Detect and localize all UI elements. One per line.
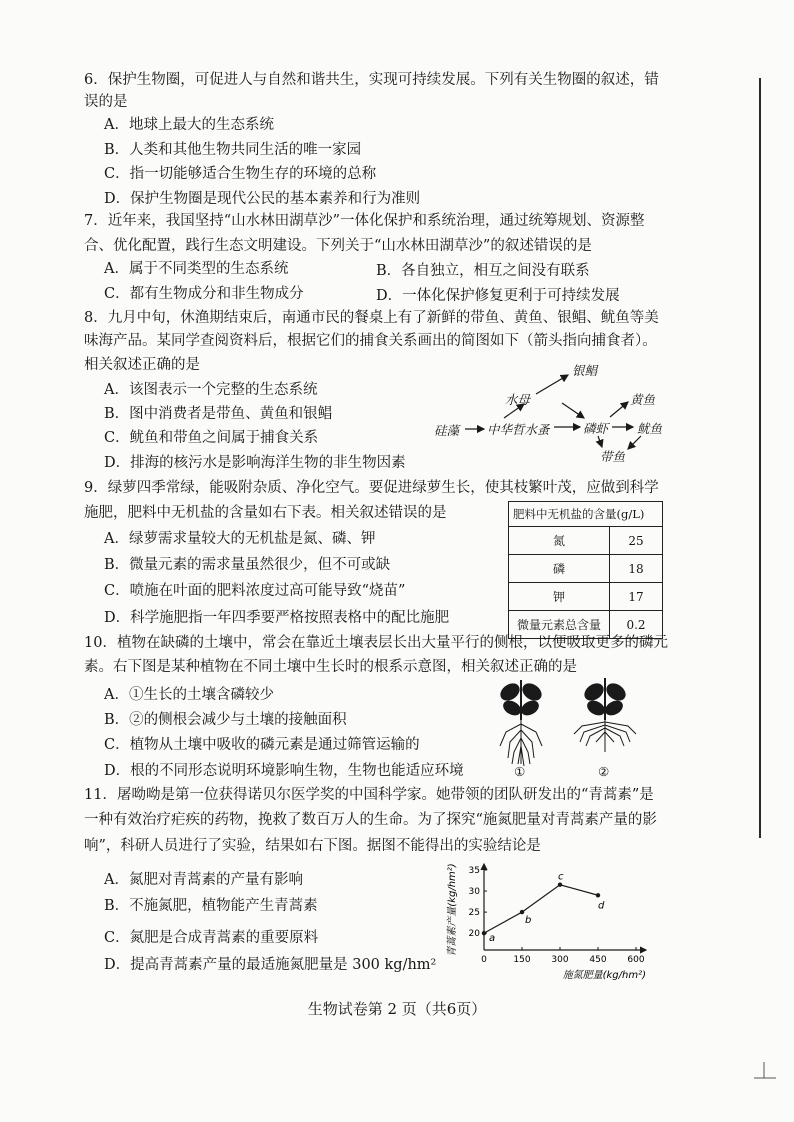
series-line (484, 885, 598, 933)
arrow-shrimp-hairtail (598, 436, 602, 447)
corner-mark (750, 1058, 780, 1088)
food-web-hairtail: 带鱼 (600, 449, 626, 464)
data-point (596, 893, 600, 897)
q7-option-d: D．一体化保护修复更利于可持续发展 (376, 288, 620, 304)
table-cell-value: 18 (610, 555, 663, 583)
q10-stem-cont: 素。右下图是某种植物在不同土壤中生长时的根系示意图，相关叙述正确的是 (84, 659, 577, 675)
plant-2-illustration (574, 678, 636, 752)
q6-option-c: C．指一切能够适合生物生存的环境的总称 (104, 166, 377, 182)
table-row (509, 555, 663, 583)
q7-option-c: C．都有生物成分和非生物成分 (104, 286, 304, 302)
x-axis-label: 施氮肥量(kg/hm²) (562, 970, 646, 981)
q7-option-b: B．各自独立，相互之间没有联系 (376, 263, 590, 279)
q11-option-d: D．提高青蒿素产量的最适施氮肥量是 300 kg/hm² (104, 957, 437, 973)
q6-stem: 6．保护生物圈，可促进人与自然和谐共生，实现可持续发展。下列有关生物圈的叙述，错 (84, 72, 659, 88)
table-cell-name: 磷 (509, 555, 610, 583)
data-point (482, 931, 486, 935)
table-header-row (509, 502, 663, 527)
q6-stem-cont: 误的是 (84, 94, 128, 110)
q9-option-b: B．微量元素的需求量虽然很少，但不可或缺 (104, 557, 391, 573)
food-web-squid: 鱿鱼 (637, 421, 663, 436)
food-web-jellyfish: 水母 (505, 392, 531, 407)
data-point (558, 883, 562, 887)
x-tick-label: 300 (551, 955, 569, 965)
table-row (509, 583, 663, 611)
q8-option-a: A．该图表示一个完整的生态系统 (104, 382, 318, 398)
food-web-diatom: 硅藻 (434, 423, 460, 438)
food-web-pomfret: 银鲳 (572, 363, 598, 378)
q8-option-d: D．排海的核污水是影响海洋生物的非生物因素 (104, 455, 406, 471)
y-tick-label: 20 (468, 929, 480, 940)
q8-option-c: C．鱿鱼和带鱼之间属于捕食关系 (104, 430, 319, 446)
arrow-jellyfish-shrimp (562, 403, 584, 418)
data-point-label: d (598, 900, 605, 912)
q7-stem-cont: 合、优化配置，践行生态文明建设。下列关于“山水林田湖草沙”的叙述错误的是 (84, 238, 592, 254)
table-cell-value: 17 (610, 583, 663, 611)
q9-option-a: A．绿萝需求量较大的无机盐是氮、磷、钾 (104, 531, 376, 547)
page-footer: 生物试卷第 2 页（共6页） (307, 1000, 487, 1018)
q8-stem-cont: 味海产品。某同学查阅资料后，根据它们的捕食关系画出的简图如下（箭头指向捕食者）。 (84, 333, 657, 349)
q10-option-a: A．①生长的土壤含磷较少 (104, 687, 274, 703)
q8-stem: 8．九月中旬，休渔期结束后，南通市民的餐桌上有了新鲜的带鱼、黄鱼、银鲳、鱿鱼等美 (84, 310, 659, 326)
x-tick-label: 0 (481, 955, 487, 965)
arrow-jellyfish-pomfret (536, 375, 568, 394)
q10-stem: 10．植物在缺磷的土壤中，常会在靠近土壤表层长出大量平行的侧根，以便吸取更多的磷元 (84, 635, 668, 651)
q7-option-a: A．属于不同类型的生态系统 (104, 261, 289, 277)
q11-option-b: B．不施氮肥，植物能产生青蒿素 (104, 898, 318, 914)
plant-1-illustration (498, 680, 544, 766)
food-web-yellowfish: 黄鱼 (630, 392, 656, 407)
x-tick-label: 150 (513, 955, 531, 965)
q8-stem-cont2: 相关叙述正确的是 (84, 357, 200, 373)
figure-2-label: ② (598, 764, 610, 779)
table-cell-name: 钾 (509, 583, 610, 611)
q8-option-b: B．图中消费者是带鱼、黄鱼和银鲳 (104, 406, 333, 422)
q11-stem: 11．屠呦呦是第一位获得诺贝尔医学奖的中国科学家。她带领的团队研发出的“青蒿素”是 (84, 787, 654, 803)
q11-option-a: A．氮肥对青蒿素的产量有影响 (104, 872, 303, 888)
q9-option-c: C．喷施在叶面的肥料浓度过高可能导致“烧苗” (104, 583, 406, 599)
x-tick-label: 450 (589, 955, 607, 965)
y-tick-label: 25 (468, 908, 480, 919)
q10-option-d: D．根的不同形态说明环境影响生物，生物也能适应环境 (104, 763, 464, 779)
food-web-copepod: 中华哲水蚤 (487, 422, 550, 437)
data-point-label: b (525, 915, 532, 927)
y-axis-label: 青蒿素产量(kg/hm²) (447, 863, 458, 957)
arrow-squid-hairtail (628, 436, 641, 449)
q9-stem-cont: 施肥，肥料中无机盐的含量如右下表。相关叙述错误的是 (84, 505, 447, 521)
q10-option-b: B．②的侧根会减少与土壤的接触面积 (104, 712, 347, 728)
table-cell-name: 氮 (509, 527, 610, 555)
q9-option-d: D．科学施肥指一年四季要严格按照表格中的配比施肥 (104, 610, 450, 626)
q11-stem-cont: 一种有效治疗疟疾的药物，挽救了数百万人的生命。为了探究“施氮肥量对青蒿素产量的影 (84, 812, 657, 828)
table-cell-name: 微量元素总含量 (509, 611, 610, 639)
q6-option-d: D．保护生物圈是现代公民的基本素养和行为准则 (104, 191, 421, 207)
q11-stem-cont2: 响”，科研人员进行了实验，结果如右下图。据图不能得出的实验结论是 (84, 838, 541, 854)
data-point-label: c (558, 871, 564, 883)
data-point-label: a (489, 933, 496, 945)
q6-option-a: A．地球上最大的生态系统 (104, 117, 274, 133)
arrow-shrimp-yellowfish (610, 402, 628, 417)
nitrogen-yield-chart (440, 862, 660, 988)
table-cell-value: 0.2 (610, 611, 663, 639)
table-row (509, 527, 663, 555)
fertilizer-table (508, 501, 663, 639)
table-header: 肥料中无机盐的含量(g/L) (509, 502, 663, 527)
food-web-shrimp: 磷虾 (583, 421, 609, 436)
q6-option-b: B．人类和其他生物共同生活的唯一家园 (104, 142, 362, 158)
table-cell-value: 25 (610, 527, 663, 555)
q9-stem: 9．绿萝四季常绿，能吸附杂质、净化空气。要促进绿萝生长，使其枝繁叶茂，应做到科学 (84, 480, 659, 496)
y-tick-label: 30 (468, 887, 480, 898)
q10-option-c: C．植物从土壤中吸收的磷元素是通过筛管运输的 (104, 737, 420, 753)
figure-1-label: ① (514, 764, 526, 779)
x-tick-label: 600 (627, 955, 645, 965)
data-point (520, 910, 524, 914)
y-tick-label: 35 (468, 866, 480, 876)
q11-option-c: C．氮肥是合成青蒿素的重要原料 (104, 930, 319, 946)
q7-stem: 7．近年来，我国坚持“山水林田湖草沙”一体化保护和系统治理，通过统筹规划、资源整 (84, 213, 645, 229)
